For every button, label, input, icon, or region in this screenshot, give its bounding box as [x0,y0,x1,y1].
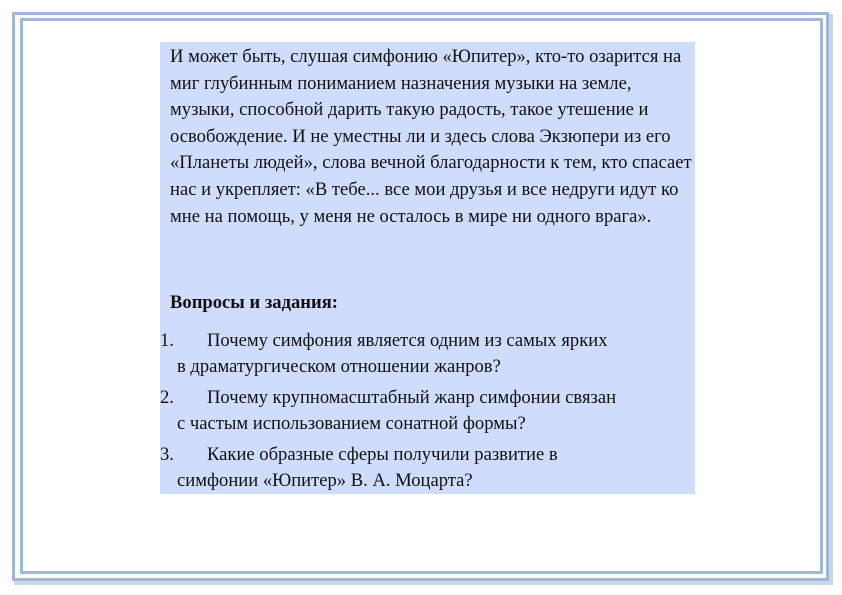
questions-heading: Вопросы и задания: [170,292,338,313]
question-number: 3. [160,444,174,465]
frame-shadow-right [829,14,833,584]
question-item [160,385,695,442]
question-item [160,442,695,499]
question-text-line1: Почему симфония является одним из самых ярких [207,330,608,351]
question-text-line2: с частым использованием сонатной формы? [177,413,526,434]
frame-shadow-bottom [14,581,833,585]
questions-list [160,328,695,499]
text-block [160,42,695,494]
question-text-line2: в драматургическом отношении жанров? [177,356,501,377]
question-number: 2. [160,387,174,408]
question-number: 1. [160,330,174,351]
body-paragraph: И может быть, слушая симфонию «Юпитер», кто-то озарится на миг глубинным пониманием назначения музыки на земле, музыки, способной дарить такую радость, такое утешение и освобождение. И не уместны ли и здесь слова Экзюпери из его «Планеты людей», слова вечной благодарности к тем, кто спасает нас и укрепляет: «В тебе... все мои друзья и все недруги идут ко мне на помощь, у меня не осталось в мире ни одного врага». [170,46,692,227]
question-text-line2: симфонии «Юпитер» В. А. Моцарта? [177,470,473,491]
question-text-line1: Почему крупномасштабный жанр симфонии связан [207,387,617,408]
question-item [160,328,695,385]
question-text-line1: Какие образные сферы получили развитие в [207,444,558,465]
